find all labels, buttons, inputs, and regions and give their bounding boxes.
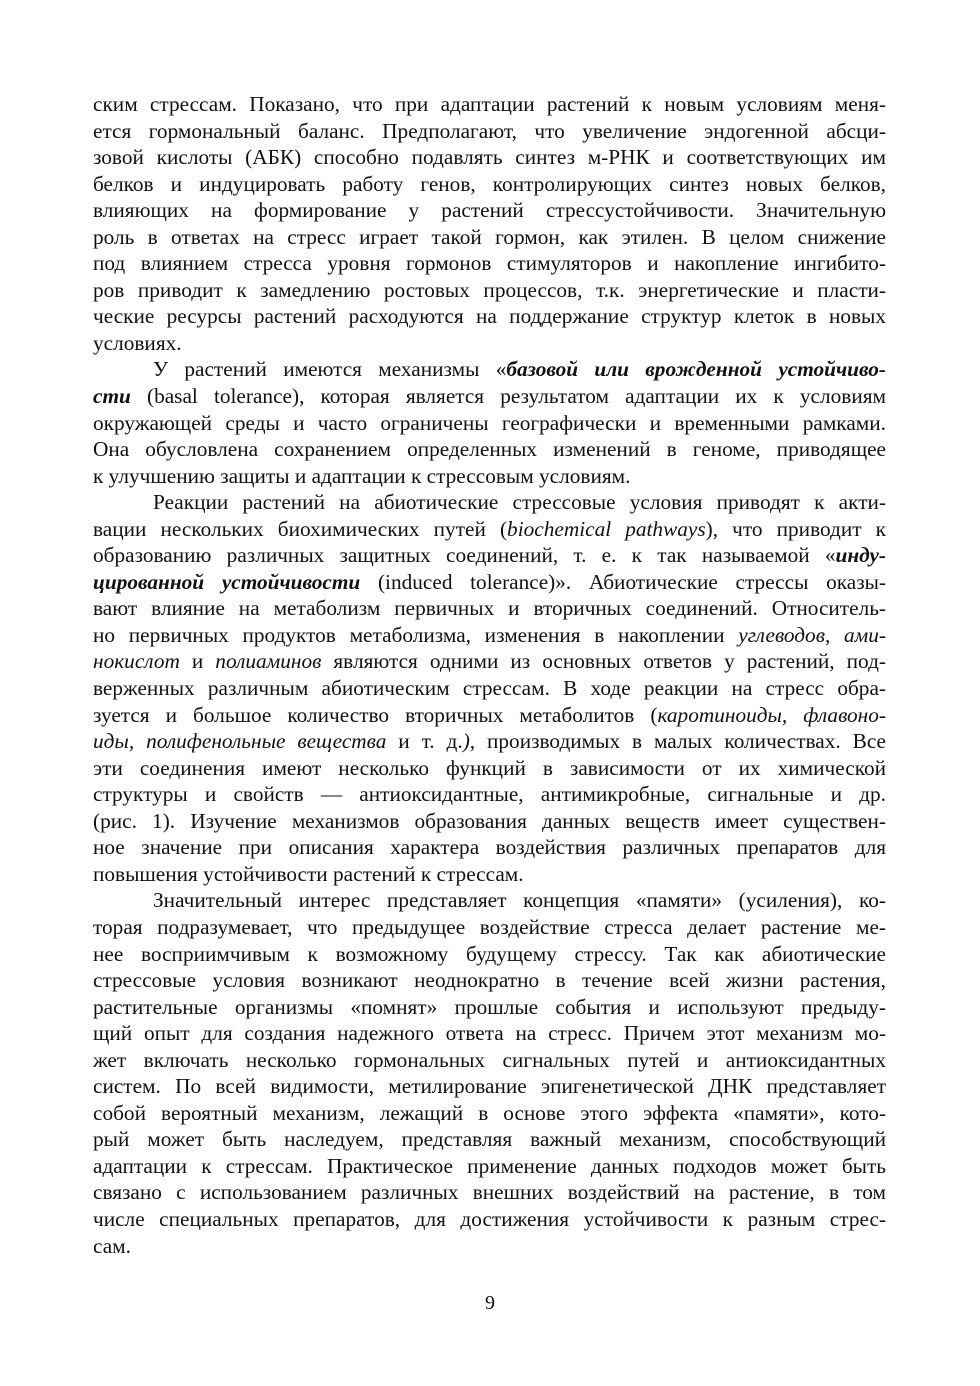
text-line: [93, 489, 886, 516]
bold-italic-term: сти: [93, 384, 131, 409]
text-line: [93, 1126, 886, 1153]
text-span: и т. д.: [386, 729, 463, 754]
text-line: [93, 1233, 886, 1260]
italic-term: нокислот: [93, 649, 180, 674]
text-line: [93, 356, 886, 383]
text-line: [93, 277, 886, 304]
text-line: [93, 702, 886, 729]
text-span: окружающей среды и часто ограничены географически и временными рамками.: [93, 410, 886, 435]
text-line: [93, 728, 886, 755]
text-line: [93, 675, 886, 702]
text-line: [93, 410, 886, 437]
text-line: [93, 1100, 886, 1127]
text-span: верженных различным абиотическим стрессам. В ходе реакции на стресс обра-: [93, 676, 886, 701]
text-span: связано с использованием различных внешних воздействий на растение, в том: [93, 1180, 886, 1205]
text-line: [93, 144, 886, 171]
text-span: стрессовые условия возникают неоднократно в течение всей жизни растения,: [93, 968, 886, 993]
text-line: [93, 1179, 886, 1206]
text-line: [93, 1153, 886, 1180]
text-line: [93, 542, 886, 569]
text-span: собой вероятный механизм, лежащий в основе этого эффекта «памяти», кото-: [93, 1100, 886, 1125]
text-span: (рис. 1). Изучение механизмов образования данных веществ имеет существен-: [93, 808, 886, 833]
text-span: У растений имеются механизмы «: [153, 357, 507, 382]
text-line: [93, 941, 886, 968]
text-span: ется гормональный баланс. Предполагают, что увеличение эндогенной абсци-: [93, 118, 886, 143]
text-line: [93, 914, 886, 941]
text-line: [93, 967, 886, 994]
text-span: ров приводит к замедлению ростовых процессов, т.к. энергетические и пласти-: [93, 277, 886, 302]
text-span: (basal tolerance), которая является результатом адаптации их к условиям: [130, 384, 886, 409]
text-line: [93, 755, 886, 782]
text-line: [93, 436, 886, 463]
text-span: ), что приводит к: [705, 516, 886, 541]
text-line: [93, 118, 886, 145]
text-span: торая подразумевает, что предыдущее воздействие стресса делает растение ме-: [93, 914, 886, 939]
text-line: [93, 516, 886, 543]
text-span: Значительный интерес представляет концепция «памяти» (усиления), ко-: [153, 888, 886, 913]
italic-term: иды, полифенольные вещества: [93, 729, 387, 754]
text-span: ное значение при описания характера воздействия различных препаратов для: [93, 835, 886, 860]
text-span: щий опыт для создания надежного ответа на стресс. Причем этот механизм мо-: [93, 1021, 886, 1046]
text-span: условиях.: [93, 330, 182, 355]
text-span: под влиянием стресса уровня гормонов стимуляторов и накопление ингибито-: [93, 251, 886, 276]
text-line: [93, 197, 886, 224]
text-line: [93, 330, 886, 357]
text-line: [93, 171, 886, 198]
text-line: [93, 808, 886, 835]
text-span: эти соединения имеют несколько функций в зависимости от их химической: [93, 755, 886, 780]
page-number: 9: [485, 1292, 495, 1314]
text-line: [93, 91, 886, 118]
text-span: зуется и большое количество вторичных метаболитов (: [93, 702, 658, 727]
text-span: сам.: [93, 1233, 131, 1258]
italic-term: углеводов, ами-: [738, 622, 886, 647]
text-span: жет включать несколько гормональных сигнальных путей и антиоксидантных: [93, 1047, 886, 1072]
text-span: повышения устойчивости растений к стрессам.: [93, 861, 524, 886]
text-line: [93, 1020, 886, 1047]
text-line: [93, 648, 886, 675]
text-line: [93, 569, 886, 596]
text-span: белков и индуцировать работу генов, контролирующих синтез новых белков,: [93, 171, 886, 196]
text-span: растительные организмы «помнят» прошлые события и используют предыду-: [93, 994, 886, 1019]
text-span: роль в ответах на стресс играет такой гормон, как этилен. В целом снижение: [93, 224, 886, 249]
text-span: зовой кислоты (АБК) способно подавлять синтез м-РНК и соответствующих им: [93, 145, 886, 170]
text-line: [93, 595, 886, 622]
text-line: [93, 1206, 886, 1233]
text-span: систем. По всей видимости, метилирование эпигенетической ДНК представляет: [93, 1074, 886, 1099]
text-span: являются одними из основных ответов у растений, под-: [321, 649, 887, 674]
text-line: [93, 994, 886, 1021]
text-span: вают влияние на метаболизм первичных и вторичных соединений. Относитель-: [93, 596, 886, 621]
text-line: [93, 250, 886, 277]
text-span: Она обусловлена сохранением определенных изменений в геноме, приводящее: [93, 437, 886, 462]
text-span: и: [179, 649, 216, 674]
text-span: структуры и свойств — антиоксидантные, антимикробные, сигнальные и др.: [93, 782, 886, 807]
bold-italic-term: цированной устойчивости: [93, 569, 361, 594]
text-span: , производимых в малых количествах. Все: [469, 729, 887, 754]
text-span: вации нескольких биохимических путей (: [93, 516, 508, 541]
italic-term: полиаминов: [215, 649, 322, 674]
body-text: [93, 91, 886, 1259]
text-span: (induced tolerance)». Абиотические стрессы оказы-: [360, 569, 887, 594]
text-span: образованию различных защитных соединений, т. е. к так называемой «: [93, 543, 836, 568]
text-span: влияющих на формирование у растений стрессустойчивости. Значительную: [93, 198, 886, 223]
text-span: числе специальных препаратов, для достижения устойчивости к разным стрес-: [93, 1206, 886, 1231]
bold-italic-term: базовой или врожденной устойчиво-: [506, 357, 886, 382]
text-span: адаптации к стрессам. Практическое применение данных подходов может быть: [93, 1153, 886, 1178]
text-span: нее восприимчивым к возможному будущему стрессу. Так как абиотические: [93, 941, 886, 966]
text-line: [93, 1047, 886, 1074]
text-line: [93, 303, 886, 330]
italic-term: biochemical pathways: [507, 516, 706, 541]
text-span: ским стрессам. Показано, что при адаптации растений к новым условиям меня-: [93, 92, 886, 116]
italic-term: каротиноиды, флавоно-: [657, 702, 886, 727]
text-line: [93, 463, 886, 490]
text-line: [93, 383, 886, 410]
text-span: к улучшению защиты и адаптации к стрессовым условиям.: [93, 463, 631, 488]
italic-term: ): [462, 729, 470, 754]
text-line: [93, 781, 886, 808]
text-span: но первичных продуктов метаболизма, изменения в накоплении: [93, 622, 739, 647]
text-span: рый может быть наследуем, представляя важный механизм, способствующий: [93, 1127, 886, 1152]
text-line: [93, 861, 886, 888]
bold-italic-term: инду-: [835, 543, 886, 568]
text-line: [93, 834, 886, 861]
text-line: [93, 1073, 886, 1100]
text-line: [93, 887, 886, 914]
text-span: Реакции растений на абиотические стрессовые условия приводят к акти-: [153, 490, 886, 515]
text-line: [93, 622, 886, 649]
text-span: ческие ресурсы растений расходуются на поддержание структур клеток в новых: [93, 304, 886, 329]
text-line: [93, 224, 886, 251]
